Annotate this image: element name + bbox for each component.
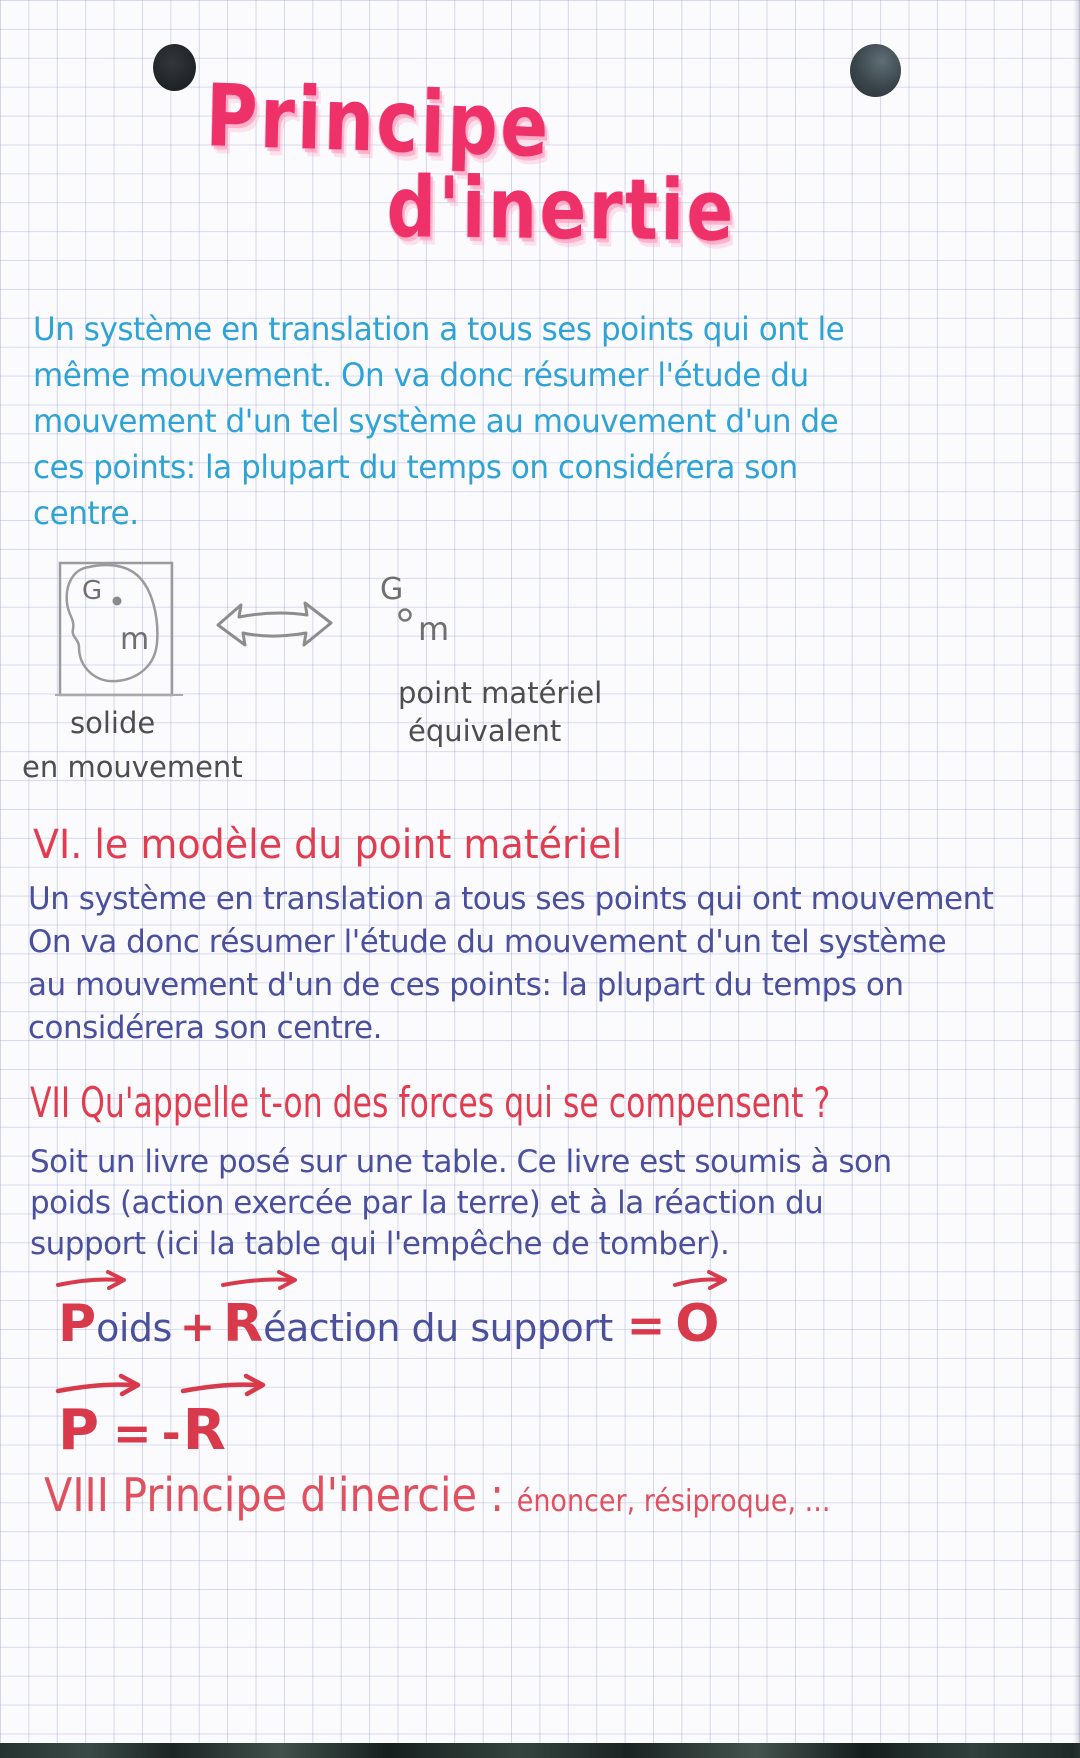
solid-m-label: m xyxy=(120,622,150,657)
vi-line-1: Un système en translation a tous ses points qui ont mouvement xyxy=(28,881,994,917)
vector-arrow-icon xyxy=(54,1371,150,1399)
bounding-square xyxy=(60,563,172,695)
heading-section-vi: VI. le modèle du point matériel xyxy=(33,822,623,868)
vi-line-2: On va donc résumer l'étude du mouvement d'un tel système xyxy=(28,924,947,960)
intro-line-2: même mouvement. On va donc résumer l'étude du xyxy=(33,356,809,394)
vector-arrow-icon xyxy=(219,1267,305,1293)
right-caption-line2: équivalent xyxy=(408,714,562,748)
page-title-line2: d'inertie xyxy=(386,158,737,260)
section-vii-paragraph xyxy=(30,1142,892,1265)
intro-line-4: ces points: la plupart du temps on considérera son xyxy=(33,448,798,486)
plus-sign: + xyxy=(179,1302,216,1351)
vector-r-group xyxy=(183,1398,226,1463)
point-m-label: m xyxy=(418,610,450,648)
zero-vector: O xyxy=(675,1294,720,1354)
section-vi-paragraph xyxy=(28,878,993,1050)
heading-viii-suffix: énoncer, résiproque, ... xyxy=(516,1484,831,1519)
r-cap: R xyxy=(182,1398,226,1463)
vector-zero-group xyxy=(675,1294,719,1354)
weight-rest: oids xyxy=(96,1306,172,1350)
p-cap: P xyxy=(58,1398,100,1463)
heading-section-vii: VII Qu'appelle t-on des forces qui se compensent ? xyxy=(30,1078,831,1127)
vii-line-1: Soit un livre posé sur une table. Ce livre est soumis à son xyxy=(30,1144,892,1180)
equals-sign: = xyxy=(113,1406,152,1460)
vector-p-group xyxy=(58,1294,96,1354)
heading-section-viii xyxy=(44,1468,830,1522)
equals-sign: = xyxy=(626,1298,666,1352)
intro-line-5: centre. xyxy=(33,494,139,532)
vector-arrow-icon xyxy=(671,1267,735,1293)
vii-line-2: poids (action exercée par la terre) et à la réaction du xyxy=(30,1185,824,1221)
equation-p-equals-minus-r xyxy=(58,1398,226,1463)
hole-punch-dot-right xyxy=(850,44,901,97)
vector-r-group xyxy=(223,1294,263,1354)
left-caption-line2: en mouvement xyxy=(22,750,243,784)
vii-line-3: support (ici la table qui l'empêche de tomber). xyxy=(30,1226,730,1262)
heading-viii-main: VIII Principe d'inercie : xyxy=(44,1468,505,1522)
equation-forces-sum xyxy=(58,1294,719,1354)
intro-line-1: Un système en translation a tous ses points qui ont le xyxy=(33,310,845,348)
table-edge-strip xyxy=(0,1743,1080,1758)
hole-punch-dot-left xyxy=(153,44,196,91)
material-point-circle xyxy=(400,610,411,621)
intro-line-3: mouvement d'un tel système au mouvement d'un de xyxy=(33,402,839,440)
right-caption-line1: point matériel xyxy=(398,676,603,710)
page-title-line1: Principe xyxy=(204,66,552,177)
reaction-r-cap: R xyxy=(223,1294,264,1354)
solid-g-label: G xyxy=(82,576,103,606)
equivalence-double-arrow-icon xyxy=(218,603,331,645)
left-caption-line1: solide xyxy=(70,706,156,740)
center-of-mass-dot xyxy=(113,597,122,606)
vector-arrow-icon xyxy=(179,1371,275,1399)
vector-p-group xyxy=(58,1398,99,1463)
point-g-label: G xyxy=(380,572,404,607)
intro-paragraph xyxy=(33,306,844,536)
vi-line-3: au mouvement d'un de ces points: la plupart du temps on xyxy=(28,967,904,1003)
vi-line-4: considérera son centre. xyxy=(28,1010,382,1046)
weight-p-cap: P xyxy=(58,1294,97,1354)
vector-arrow-icon xyxy=(54,1267,134,1293)
reaction-rest: éaction du support xyxy=(263,1306,613,1350)
minus-sign: - xyxy=(161,1406,181,1460)
